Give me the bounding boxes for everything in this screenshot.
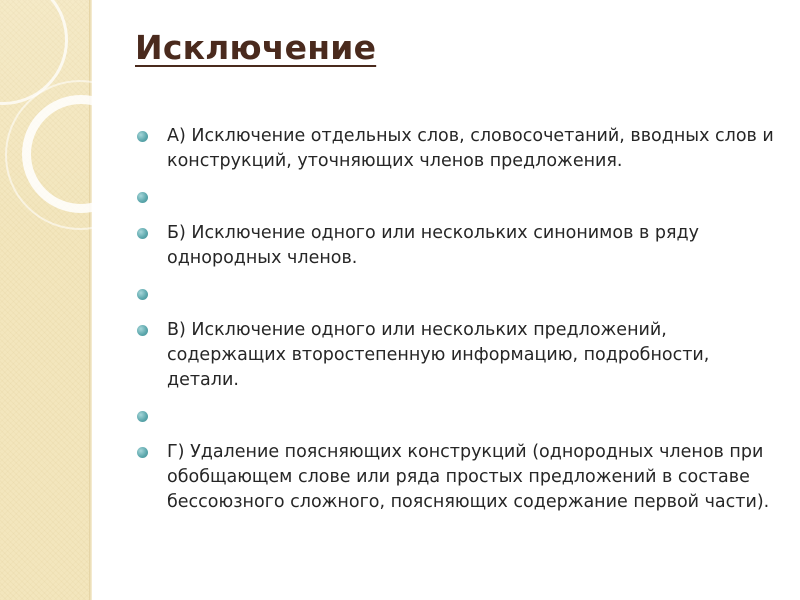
bullet-list [137,124,782,526]
teal-circle-bullet-icon [137,411,148,422]
teal-circle-bullet-icon [137,289,148,300]
list-item-text: В) Исключение одного или нескольких предложений, содержащих второстепенную информацию, подробности, детали. [167,320,710,390]
list-item [137,221,782,271]
teal-circle-bullet-icon [137,325,148,336]
list-item-empty [137,185,782,210]
teal-circle-bullet-icon [137,192,148,203]
list-item [137,124,782,174]
list-item [137,318,782,393]
list-item-text: Г) Удаление поясняющих конструкций (однородных членов при обобщающем слове или ряда простых предложений в составе бессоюзного сложного, поясняющих содержание первой части). [167,442,770,512]
teal-circle-bullet-icon [137,131,148,142]
slide-title: Исключение [135,28,377,67]
ring-decoration-thick [22,95,140,213]
list-item [137,440,782,515]
list-item-empty [137,282,782,307]
list-item-text: Б) Исключение одного или нескольких синонимов в ряду однородных членов. [167,223,699,268]
list-item-text: А) Исключение отдельных слов, словосочетаний, вводных слов и конструкций, уточняющих членов предложения. [167,126,774,171]
teal-circle-bullet-icon [137,447,148,458]
teal-circle-bullet-icon [137,228,148,239]
list-item-empty [137,404,782,429]
